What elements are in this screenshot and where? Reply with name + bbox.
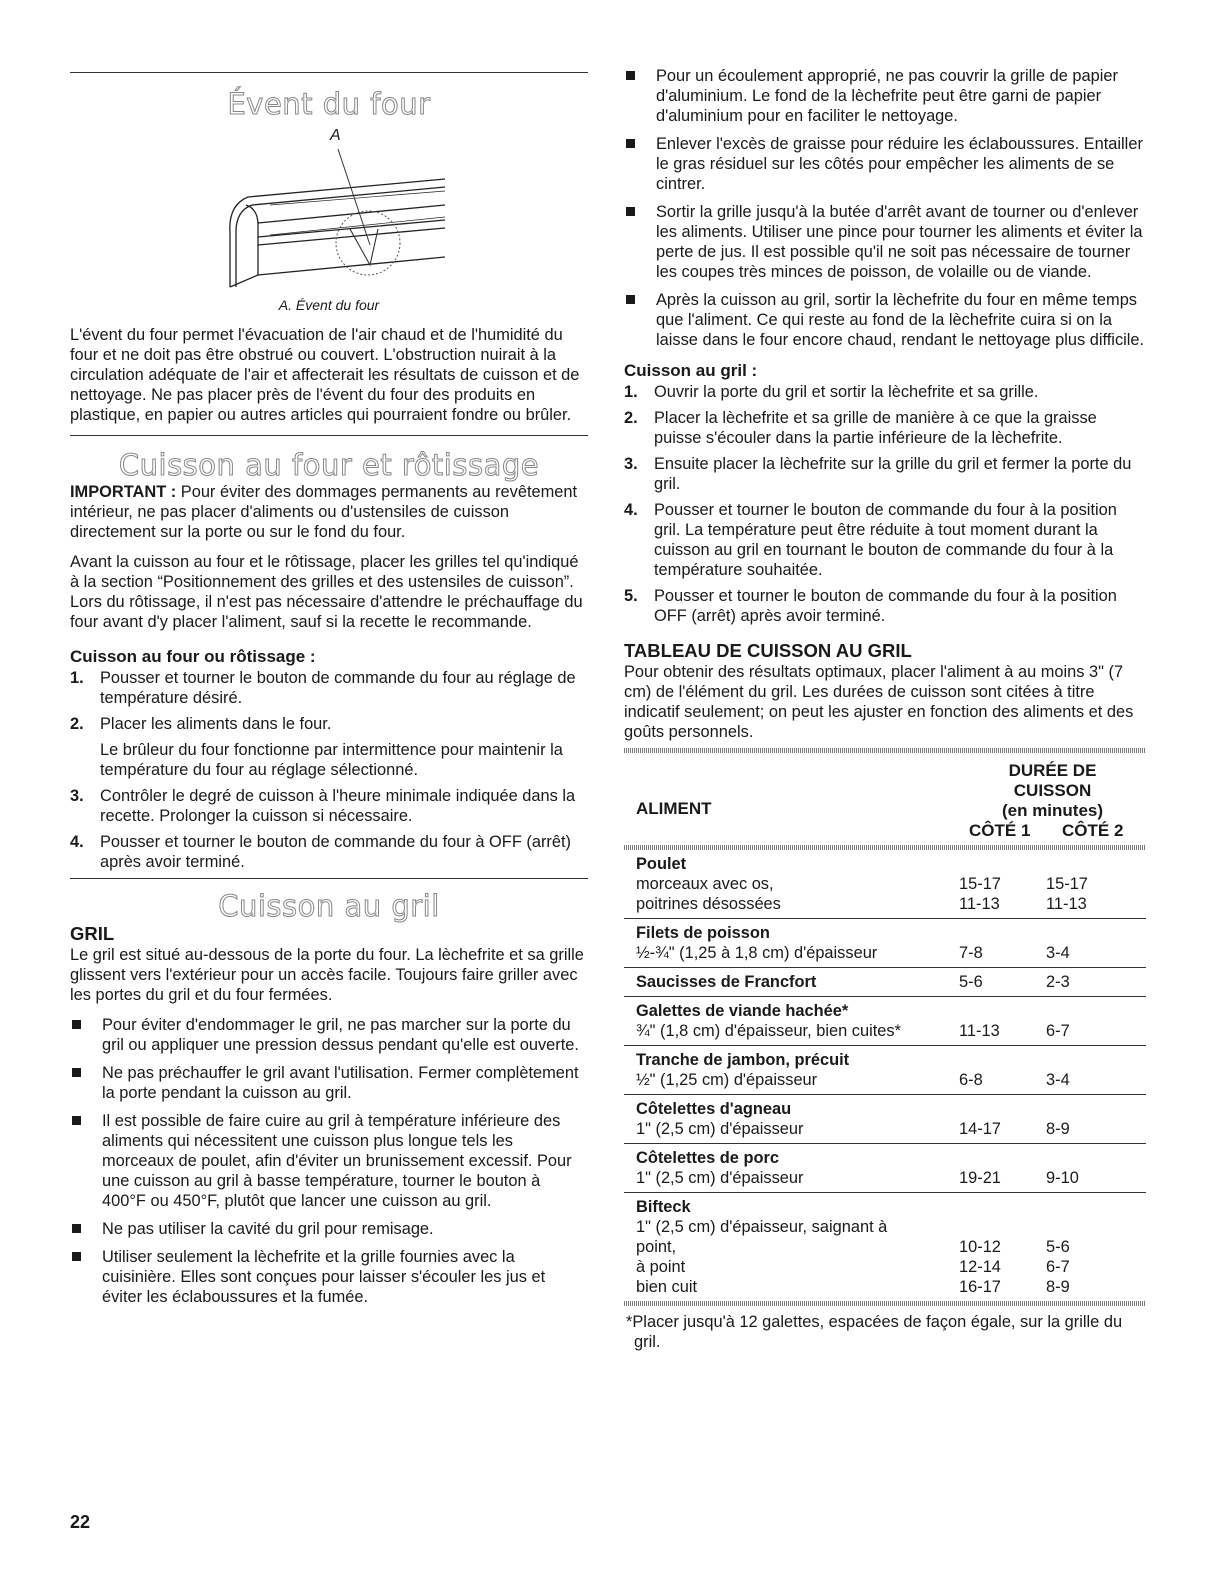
side2-time: 9-10 [1046, 1169, 1079, 1187]
side1-time: 7-8 [959, 944, 983, 962]
side1-time: 19-21 [959, 1169, 1001, 1187]
bullet-item: Ne pas utiliser la cavité du gril pour remisage. [70, 1219, 588, 1239]
bake-title: Cuisson au four et rôtissage [118, 448, 540, 482]
section-rule [70, 878, 588, 879]
table-row [624, 1046, 1146, 1095]
section-rule [70, 435, 588, 436]
side2-time: 8-9 [1046, 1278, 1070, 1296]
side1-time: 10-12 [959, 1238, 1001, 1256]
side2-time: 15-17 [1046, 875, 1088, 893]
side1-time: 15-17 [959, 875, 1001, 893]
bake-step [70, 714, 588, 780]
vent-title: Évent du four [227, 87, 431, 121]
broil-steps [624, 382, 1146, 626]
food-desc: bien cuit [636, 1278, 698, 1296]
col-time-line1: DURÉE DE [1008, 761, 1097, 780]
table-bottom-border [624, 1301, 1146, 1306]
col-time-line3: (en minutes) [1001, 801, 1104, 820]
side1-time: 11-13 [959, 895, 1000, 913]
bake-para: Avant la cuisson au four et le rôtissage, placer les grilles tel qu'indiqué à la section “Positionnement des grilles et des ustensiles de cuisson”. Lors du rôtissage, il n'est pas nécessaire d'attendre le préchauffage du four avant d'y placer l'aliment, sauf si la recette le recommande. [70, 553, 583, 631]
side1-time: 5-6 [959, 973, 983, 991]
food-name: Galettes de viande hachée* [636, 1002, 849, 1020]
broil-bullets-right [624, 66, 1146, 350]
bullet-item: Enlever l'excès de graisse pour réduire les éclaboussures. Entailler le gras résiduel sur les côtés pour empêcher les aliments de se cintrer. [624, 134, 1146, 194]
table-footnote: *Placer jusqu'à 12 galettes, espacées de façon égale, sur la grille du gril. [626, 1313, 1123, 1351]
step-number: 4. [70, 833, 84, 851]
table-row [624, 850, 1146, 919]
side1-time: 6-8 [959, 1071, 983, 1089]
broil-title: Cuisson au gril [218, 889, 440, 923]
food-desc: 1" (2,5 cm) d'épaisseur [636, 1169, 804, 1187]
broil-step [624, 382, 1146, 402]
oven-vent-illustration [70, 125, 588, 293]
bake-step [70, 832, 588, 872]
left-column [70, 0, 588, 1315]
step-number: 5. [624, 587, 638, 605]
step-text: Ouvrir la porte du gril et sortir la lèchefrite et sa grille. [654, 383, 1039, 401]
food-name: Poulet [636, 855, 687, 873]
side1-time: 14-17 [959, 1120, 1001, 1138]
broil-step [624, 408, 1146, 448]
col-side1-header: CÔTÉ 1 [969, 821, 1031, 840]
vent-body: L'évent du four permet l'évacuation de l'air chaud et de l'humidité du four et ne doit pas être obstrué ou couvert. L'obstruction nuirait à la circulation adéquate de l'air et affecterait les résultats de cuisson et de nettoyage. Ne pas placer près de l'évent du four des produits en plastique, en papier ou autres articles qui pourraient fondre ou brûler. [70, 326, 580, 424]
bake-steps [70, 668, 588, 872]
step-text: Placer les aliments dans le four. [100, 715, 332, 733]
step-text: Pousser et tourner le bouton de commande du four au réglage de température désiré. [100, 669, 576, 707]
bullet-item: Après la cuisson au gril, sortir la lèchefrite du four en même temps que l'aliment. Ce qui reste au fond de la lèchefrite cuira si on la laisse dans le four encore chaud, rendant le nettoyage plus difficile. [624, 290, 1146, 350]
side2-time: 6-7 [1046, 1258, 1070, 1276]
food-name: Côtelettes d'agneau [636, 1100, 792, 1118]
step-text: Ensuite placer la lèchefrite sur la grille du gril et fermer la porte du gril. [654, 455, 1132, 493]
diagram-label-a: A [330, 127, 341, 144]
bullet-item: Pour éviter d'endommager le gril, ne pas marcher sur la porte du gril ou appliquer une pression dessus pendant qu'elle est ouverte. [70, 1015, 588, 1055]
table-row [624, 997, 1146, 1046]
broil-chart-intro: Pour obtenir des résultats optimaux, placer l'aliment à au moins 3" (7 cm) de l'élément du gril. Les durées de cuisson sont citées à titre indicatif seulement; on peut les ajuster en fonction des aliments et des goûts personnels. [624, 663, 1134, 741]
food-desc: point, [636, 1238, 677, 1256]
side2-time: 2-3 [1046, 973, 1070, 991]
col-time-header [959, 761, 1146, 821]
important-label: IMPORTANT : [70, 483, 177, 501]
bullet-item: Sortir la grille jusqu'à la butée d'arrêt avant de tourner ou d'enlever les aliments. Utiliser une pince pour tourner les aliments et éviter la perte de jus. Il est possible qu'il ne soit pas nécessaire de tourner les coupes très minces de poisson, de volaille ou de viande. [624, 202, 1146, 282]
side2-time: 6-7 [1046, 1022, 1070, 1040]
important-note [70, 482, 588, 542]
step-text: Contrôler le degré de cuisson à l'heure minimale indiquée dans la recette. Prolonger la cuisson si nécessaire. [100, 787, 576, 825]
step-text: Pousser et tourner le bouton de commande du four à la position gril. La température peut être réduite à tout moment durant la cuisson au gril en tournant le bouton de commande du four à la température souhaitée. [654, 501, 1117, 579]
table-row [624, 1095, 1146, 1144]
food-desc: ½" (1,25 cm) d'épaisseur [636, 1071, 818, 1089]
broil-steps-heading: Cuisson au gril : [624, 361, 758, 380]
step-text: Pousser et tourner le bouton de commande du four à OFF (arrêt) après avoir terminé. [100, 833, 572, 871]
step-text: Placer la lèchefrite et sa grille de manière à ce que la graisse puisse s'écouler dans la partie inférieure de la lèchefrite. [654, 409, 1097, 447]
side1-time: 16-17 [959, 1278, 1001, 1296]
side2-time: 5-6 [1046, 1238, 1070, 1256]
bake-step [70, 668, 588, 708]
oven-vent-diagram [70, 125, 588, 293]
page-number: 22 [70, 1512, 91, 1532]
step-note: Le brûleur du four fonctionne par intermittence pour maintenir la température du four au réglage sélectionné. [100, 741, 563, 779]
right-column [624, 66, 1146, 1352]
food-name: Saucisses de Francfort [636, 973, 817, 991]
food-name: Côtelettes de porc [636, 1149, 779, 1167]
table-row [624, 1144, 1146, 1193]
step-number: 1. [624, 383, 638, 401]
food-desc: poitrines désossées [636, 895, 781, 913]
bake-steps-heading: Cuisson au four ou rôtissage : [70, 647, 316, 666]
side2-time: 3-4 [1046, 944, 1070, 962]
col-food-header: ALIMENT [636, 799, 712, 818]
side2-time: 3-4 [1046, 1071, 1070, 1089]
food-name: Tranche de jambon, précuit [636, 1051, 850, 1069]
gril-subheading: GRIL [70, 923, 115, 944]
step-number: 3. [624, 455, 638, 473]
step-number: 4. [624, 501, 638, 519]
broil-bullets-left [70, 1015, 588, 1307]
food-desc: morceaux avec os, [636, 875, 774, 893]
bullet-item: Ne pas préchauffer le gril avant l'utilisation. Fermer complètement la porte pendant la cuisson au gril. [70, 1063, 588, 1103]
table-row [624, 968, 1146, 997]
broil-table [624, 850, 1146, 1301]
side2-time: 8-9 [1046, 1120, 1070, 1138]
step-number: 1. [70, 669, 84, 687]
food-desc: 1" (2,5 cm) d'épaisseur, saignant à [636, 1218, 888, 1236]
col-time-line2: CUISSON [1013, 781, 1092, 800]
table-row [624, 919, 1146, 968]
broil-step [624, 454, 1146, 494]
side1-time: 12-14 [959, 1258, 1001, 1276]
bullet-item: Utiliser seulement la lèchefrite et la grille fournies avec la cuisinière. Elles sont conçues pour laisser s'écouler les jus et éviter les éclaboussures et la fumée. [70, 1247, 588, 1307]
food-name: Filets de poisson [636, 924, 770, 942]
step-number: 2. [70, 715, 84, 733]
food-desc: à point [636, 1258, 686, 1276]
broil-step [624, 586, 1146, 626]
bullet-item: Il est possible de faire cuire au gril à température inférieure des aliments qui nécessitent une cuisson plus longue tels les morceaux de poulet, afin d'éviter un brunissement excessif. Pour une cuisson au gril à basse température, tourner le bouton à 400°F ou 450°F, plutôt que lancer une cuisson au gril. [70, 1111, 588, 1211]
important-text: Pour éviter des dommages permanents au revêtement intérieur, ne pas placer d'aliments ou d'ustensiles de cuisson directement sur la porte ou sur le fond du four. [70, 483, 578, 541]
broil-chart-heading: TABLEAU DE CUISSON AU GRIL [624, 640, 912, 661]
broil-step [624, 500, 1146, 580]
diagram-caption: A. Évent du four [278, 297, 380, 313]
step-number: 2. [624, 409, 638, 427]
broil-intro: Le gril est situé au-dessous de la porte du four. La lèchefrite et sa grille glissent vers l'extérieur pour un accès facile. Toujours faire griller avec les portes du gril et du four fermées. [70, 946, 584, 1004]
food-name: Bifteck [636, 1198, 691, 1216]
food-desc: ½-¾" (1,25 à 1,8 cm) d'épaisseur [636, 944, 878, 962]
food-desc: ¾" (1,8 cm) d'épaisseur, bien cuites* [636, 1022, 901, 1040]
section-rule [70, 72, 588, 73]
bake-step [70, 786, 588, 826]
step-number: 3. [70, 787, 84, 805]
broil-table-header [624, 753, 1146, 839]
step-text: Pousser et tourner le bouton de commande du four à la position OFF (arrêt) après avoir terminé. [654, 587, 1117, 625]
side1-time: 11-13 [959, 1022, 1000, 1040]
side2-time: 11-13 [1046, 895, 1087, 913]
bullet-item: Pour un écoulement approprié, ne pas couvrir la grille de papier d'aluminium. Le fond de la lèchefrite peut être garni de papier d'aluminium pour en faciliter le nettoyage. [624, 66, 1146, 126]
food-desc: 1" (2,5 cm) d'épaisseur [636, 1120, 804, 1138]
table-row [624, 1193, 1146, 1302]
col-side2-header: CÔTÉ 2 [1062, 821, 1124, 840]
